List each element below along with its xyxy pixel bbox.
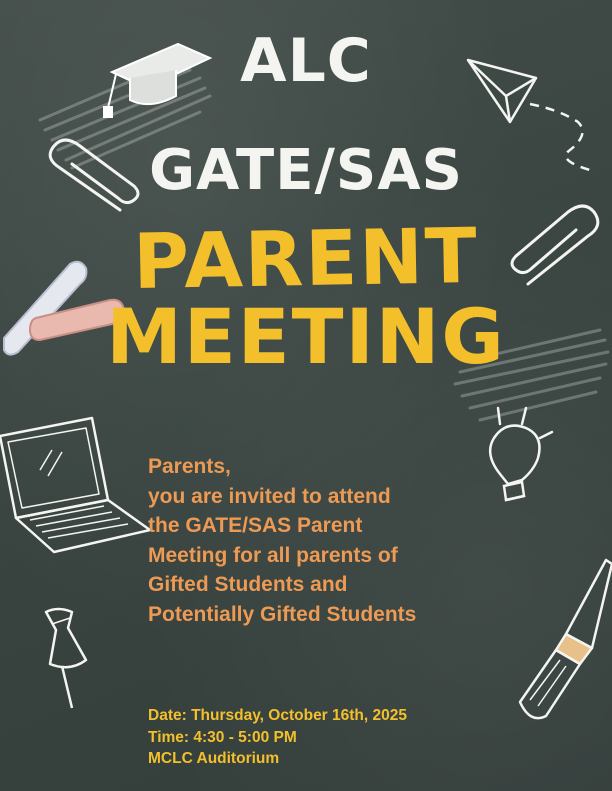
event-details	[148, 705, 407, 770]
invitation-line: Meeting for all parents of	[148, 543, 398, 567]
event-date: Date: Thursday, October 16th, 2025	[148, 707, 407, 724]
title-alc: ALC	[240, 26, 372, 96]
event-location: MCLC Auditorium	[148, 750, 280, 767]
title-meeting: MEETING	[106, 292, 506, 381]
invitation-line: you are invited to attend	[148, 484, 391, 508]
invitation-line: Parents,	[148, 455, 231, 478]
title-gate-sas: GATE/SAS	[149, 138, 463, 203]
pushpin-icon	[46, 609, 86, 708]
invitation-text	[148, 452, 416, 629]
invitation-line: the GATE/SAS Parent	[148, 514, 363, 537]
invitation-line: Potentially Gifted Students	[148, 602, 417, 626]
lightbulb-icon	[490, 408, 552, 500]
paintbrush-icon	[520, 560, 612, 718]
laptop-icon	[0, 418, 150, 552]
event-time: Time: 4:30 - 5:00 PM	[148, 728, 297, 746]
invitation-line: Gifted Students and	[148, 573, 348, 596]
title-parent: PARENT	[132, 210, 480, 307]
